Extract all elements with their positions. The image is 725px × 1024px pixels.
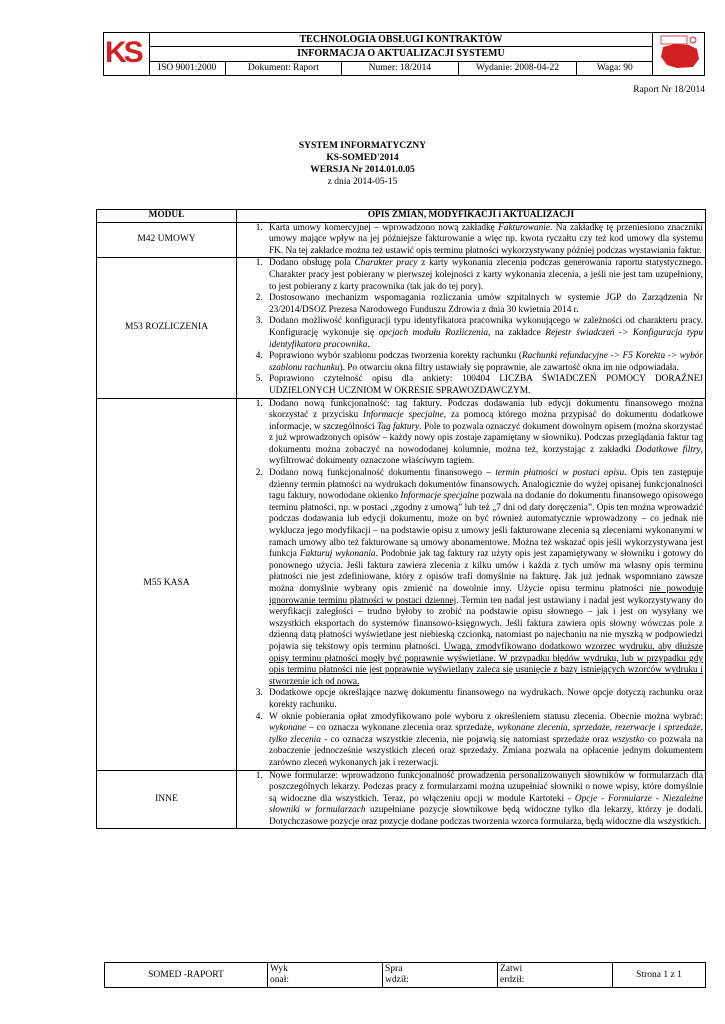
numer-cell: Numer: 18/2014 — [342, 61, 459, 75]
changes-cell: 1. Dodano nową funkcjonalność: tag faktury. Podczas dodawania lub edycji dokumentu finansowego można skorzystać z przycisku Informacje specjalne, za pomocą którego można przypisać do dokumentu dodatkowe informacje, w szczególności Tag faktury. Pole to pozwala oznaczyć dokument dowolnym opisem (można skorzystać z już wprowadzonych opisów – każdy nowy opis zostaje zapamiętany w słowniku). Podczas przeglądania faktur tag dokumentu można zobaczyć na nowododanej kolumnie, można też, korzystając z zakładki Dodatkowe filtry, wyfiltrować dokumenty oznaczone właściwym tagiem. 2. Dodano nową funkcjonalność dokumentu finansowego – termin płatności w postaci opisu. Opis ten zastępuje dzienny termin płatności na wydrukach dokumentów finansowych. Analogicznie do wyżej opisanej funkcjonalności tagu faktury, nowododane okienko Informacje specjalne pozwala na dodanie do dokumentu finansowego opisowego terminu płatności, np. w postaci „zgodny z umową” lub też „7 dni od daty doręczenia”. Opis ten można wprowadzić podczas dodawania lub edycji dokumentu, może on być również automatycznie wprowadzony – co jednak nie wyklucza jego modyfikacji – na podstawie opisu z umowy jeśli fakturowane zlecenia są zleceniami wykonanymi w ramach umowy albo też fakturowane są umowy abonamentowe. Można też wskazać opis jeśli wykorzystywana jest funkcja Fakturuj wykonania. Podobnie jak tag faktury raz użyty opis jest zapamiętywany w słowniku i gotowy do ponownego użycia. Jeśli faktura zawiera zlecenia z kilku umów i każda z tych umów ma własny opis terminu płatności nie jest zdefiniowane, który z opisów trafi domyślnie na fakturę. Jak już jednak wspomniano zawsze można domyślnie wybrany opis zmienić na dowolnie inny. Użycie opisu terminu płatności nie powoduje ignorowanie terminu płatności w postaci dziennej. Termin ten nadal jest ustawiany i nadal jest wykorzystywany do weryfikacji zaległości – trudno byłoby to zrobić na podstawie opisu słownego – jak i jest on wysyłany we wszystkich eksportach do systemów finansowo-księgowych. Jeśli faktura zawiera opis słowny wówczas pole z dzienną datą płatności wyświetlane jest niebieską czcionką, natomiast po najechaniu na nie myszką w podpowiedzi pojawia się tekstowy opis terminu płatności. Uwaga, zmodyfikowano dodatkowo wzorzec wydruku, aby dłuższe opisy terminu płatności mogły być poprawnie wyświetlane. W przypadku błędów wydruku, lub w przypadku gdy opis terminu płatności nie jest poprawnie wyświetlany zaleca się usunięcie z bazy istniejących wzorców wydruku i stworzenie ich od nowa. 3. Dodatkowe opcje określające nazwę dokumentu finansowego na wydrukach. Nowe opcje dotyczą rachunku oraz korekty rachunku. 4. W oknie pobierania opłat zmodyfikowano pole wyboru z określeniem statusu zlecenia. Obecnie można wybrać: wykonane – co oznacza wykonane zlecenia oraz sprzedaże, wykonane zlecenia, sprzedaże, rezerwacje i sprzedaże, tylko zlecenia - co oznacza wszystkie zlecenia, nie pojawią się natomiast sprzedaże oraz wszystko co pozwala na zobaczenie jednocześnie wszystkich zleceń oraz sprzedaży. Zmiana pozwala na opłacenie jednym dokumentem zarówno zleceń wykonanych jak i rezerwacji. — [237, 398, 706, 770]
table-row — [97, 398, 706, 770]
table-row — [97, 258, 706, 398]
col-module-header: MODUŁ — [97, 210, 237, 223]
report-number: Raport Nr 18/2014 — [633, 85, 705, 95]
module-cell: M53 ROZLICZENIA — [97, 258, 237, 398]
heading-line-2: KS-SOMED'2014 — [326, 153, 399, 163]
changes-cell: 1. Karta umowy komercyjnej – wprowadzono nową zakładkę Fakturowanie. Na zakładkę tę przeniesiono znaczniki umowy mające wpływ na jej późniejsze fakturowanie a więc np. kwota ryczałtu czy też kod umowy dla systemu FK. Na tej zakładce można też ustawić opis terminu płatności wykorzystywany później podczas wystawiania faktur. — [237, 222, 706, 258]
table-row — [97, 222, 706, 258]
footer-sprawdzil: Spra wdził: — [383, 963, 498, 988]
heading-line-3: WERSJA Nr 2014.01.0.05 — [310, 165, 415, 175]
iso-cell: ISO 9001:2000 — [149, 61, 225, 75]
footer-zatwierdzil: Zatwi erdził: — [498, 963, 613, 988]
document-footer — [104, 962, 706, 988]
wydanie-cell: Wydanie: 2008-04-22 — [458, 61, 577, 75]
changes-table — [96, 209, 706, 829]
dokument-cell: Dokument: Raport — [225, 61, 342, 75]
footer-page: Strona 1 z 1 — [613, 963, 706, 988]
module-cell: INNE — [97, 770, 237, 829]
document-heading — [0, 140, 725, 188]
company-logo — [104, 33, 150, 76]
module-cell: M42 UMOWY — [97, 222, 237, 258]
header-title-2: INFORMACJA O AKTUALIZACJI SYSTEMU — [149, 47, 653, 61]
footer-wykonal: Wyk onał: — [268, 963, 383, 988]
heading-line-4: z dnia 2014-05-15 — [327, 177, 398, 187]
poland-map-icon — [655, 33, 703, 71]
waga-cell: Waga: 90 — [577, 61, 653, 75]
footer-system: SOMED -RAPORT — [105, 963, 268, 988]
header-title-1: TECHNOLOGIA OBSŁUGI KONTRAKTÓW — [149, 33, 653, 47]
changes-cell: 1. Dodano obsługę pola Charakter pracy z karty wykonania zlecenia podczas generowania raportu statystycznego. Charakter pracy jest pobierany w pierwszej kolejności z karty wykonania zlecenia, a jeśli nie jest tam uzupełniony, to jest pobierany z karty pracownika (tak jak do tej pory). 2. Dostosowano mechanizm wspomagania rozliczania umów szpitalnych w systemie JGP do Zarządzenia Nr 23/2014/DSOZ Prezesa Narodowego Funduszu Zdrowia z dnia 30 kwietnia 2014 r. 3. Dodano możliwość konfiguracji typu identyfikatora pracownika wykonującego w zależności od charakteru pracy. Konfigurację wykonuje się opcjach modułu Rozliczenia, na zakładce Rejestr świadczeń -> Konfiguracja typu identyfikatora pracownika. 4. Poprawiono wybór szablonu podczas tworzenia korekty rachunku (Rachunki refundacyjne -> F5 Korekta -> wybór szablonu rachunku). Po otwarciu okna filtry ustawiały się poprawnie, ale zawartość okna im nie odpowiadała. 5. Poprawiono czytelność opisu dla ankiety: 100404 LICZBA ŚWIADCZEŃ POMOCY DORAŹNEJ UDZIELONYCH UCZNIOM W OKRESIE SPRAWOZDAWCZYM. — [237, 258, 706, 398]
map-logo — [653, 33, 705, 76]
changes-cell: 1. Nowe formularze: wprowadzono funkcjonalność prowadzenia personalizowanych słowników w formularzach dla poszczególnych lekarzy. Podczas pracy z formularzami można uzupełniać słowniki o nowe wpisy, które domyślnie są widoczne dla wszystkich. Teraz, po włączeniu opcji w module Kartoteki - Opcje - Formularze - Niezależne słowniki w formularzach uzupełniane pozycje słownikowe będą widoczne tylko dla lekarzy, którzy je dodali. Dotychczasowe pozycje oraz pozycje dodane podczas tworzenia wzorca formularza, będą widoczne dla wszystkich. — [237, 770, 706, 829]
logo-text: KS — [105, 36, 141, 69]
col-changes-header: OPIS ZMIAN, MODYFIKACJI i AKTUALIZACJI — [237, 210, 706, 223]
document-header — [103, 32, 705, 76]
module-cell: M55 KASA — [97, 398, 237, 770]
heading-line-1: SYSTEM INFORMATYCZNY — [298, 141, 427, 151]
table-row — [97, 770, 706, 829]
